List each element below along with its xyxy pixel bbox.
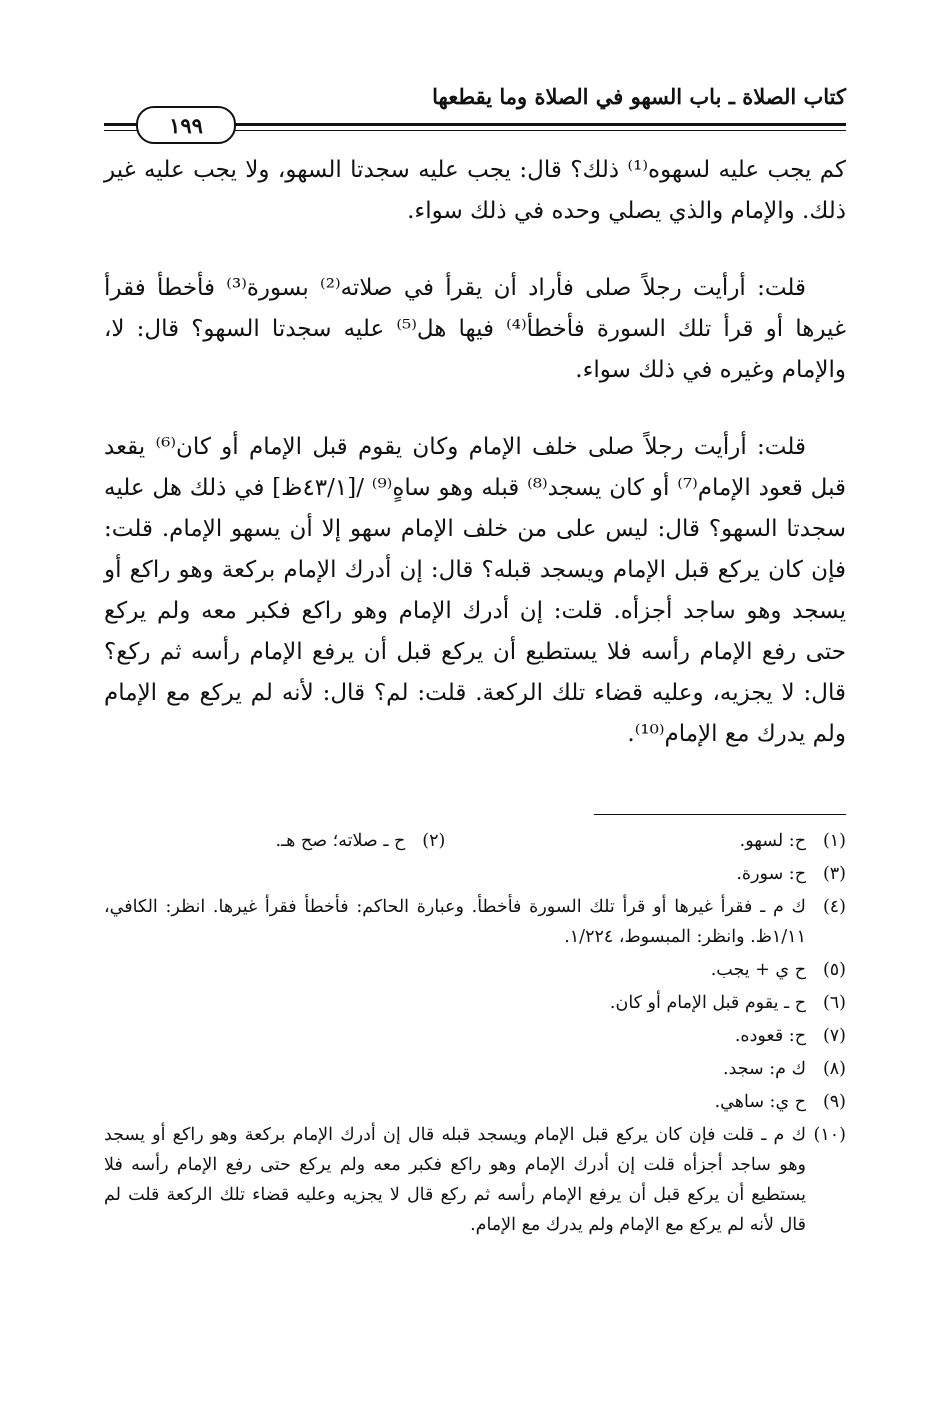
footnote-number: (١) [822,831,846,851]
footnote-text: ح: لسهو. [739,831,806,851]
footnote-text: ح: سورة. [736,864,806,884]
footnote-number: (٤) [822,897,846,917]
running-title: كتاب الصلاة ـ باب السهو في الصلاة وما يقطعها [432,84,846,109]
footnote-text: ك م ـ قلت فإن كان يركع قبل الإمام ويسجد قبله قال إن أدرك الإمام بركعة وهو راكع أو يسجد وهو ساجد أجزأه قلت إن أدرك الإمام وهو راكع فكبر معه ولم يركع حتى رفع الإمام رأسه فلا يستطيع أن يركع قبل أن يرفع الإمام رأسه ثم ركع قال لا يجزيه وعليه قضاء تلك الركعة قلت لم قال لأنه لم يركع مع الإمام ولم يدرك مع الإمام. [104,1125,806,1235]
footnote-8 [104,1054,846,1084]
footnote-5 [104,955,846,985]
footnotes [104,826,846,1243]
footnote-6 [104,988,846,1018]
footnote-text: ح ـ صلاته؛ صح هـ. [275,831,406,851]
footnote-number: (٨) [822,1059,846,1079]
footnote-number: (٣) [822,864,846,884]
footnote-row [104,826,846,856]
footnote-1 [505,826,846,856]
footnote-text: ح ي: ساهي. [714,1092,806,1112]
footnote-text: ك م: سجد. [723,1059,806,1079]
footnote-number: (٧) [822,1026,846,1046]
paragraph-3: قلت: أرأيت رجلاً صلى خلف الإمام وكان يقوم قبل الإمام أو كان⁽⁶⁾ يقعد قبل قعود الإمام⁽⁷⁾ أو كان يسجد⁽⁸⁾ قبله وهو ساهٍ⁽⁹⁾ /[٤٣/١ظ] في ذلك هل عليه سجدتا السهو؟ قال: ليس على من خلف الإمام سهو إلا أن يسهو الإمام. قلت: فإن كان يركع قبل الإمام ويسجد قبله؟ قال: إن أدرك الإمام بركعة وهو راكع أو يسجد وهو ساجد أجزأه. قلت: إن أدرك الإمام وهو راكع فكبر معه ولم يركع حتى رفع الإمام رأسه فلا يستطيع أن يركع قبل أن يرفع الإمام رأسه ثم ركع؟ قال: لا يجزيه، وعليه قضاء تلك الركعة. قلت: لم؟ قال: لأنه لم يركع مع الإمام ولم يدرك مع الإمام⁽¹⁰⁾. [104,434,846,747]
footnote-text: ح: قعوده. [734,1026,806,1046]
footnote-text: ح ي + يجب. [710,960,806,980]
footnote-10 [104,1120,846,1240]
footnote-number: (٥) [822,960,846,980]
page-number-text: ١٩٩ [169,112,203,138]
footnote-4 [104,892,846,952]
main-text [104,150,846,791]
footnote-number: (٩) [822,1092,846,1112]
paragraph-2: قلت: أرأيت رجلاً صلى فأراد أن يقرأ في صلاته⁽²⁾ بسورة⁽³⁾ فأخطأ فقرأ غيرها أو قرأ تلك السورة فأخطأ⁽⁴⁾ فيها هل⁽⁵⁾ عليه سجدتا السهو؟ قال: لا، والإمام وغيره في ذلك سواء. [104,275,846,383]
footnote-number: (١٠) [813,1125,846,1145]
footnote-3 [104,859,846,889]
footnote-number: (٢) [422,831,446,851]
footnote-separator [594,814,846,815]
footnote-9 [104,1087,846,1117]
page-number [136,106,236,144]
paragraph-1: كم يجب عليه لسهوه⁽¹⁾ ذلك؟ قال: يجب عليه سجدتا السهو، ولا يجب عليه غير ذلك. والإمام والذي يصلي وحده في ذلك سواء. [104,157,846,224]
footnote-number: (٦) [822,993,846,1013]
footnote-2 [104,826,445,856]
footnote-text: ح ـ يقوم قبل الإمام أو كان. [609,993,806,1013]
footnote-text: ك م ـ فقرأ غيرها أو قرأ تلك السورة فأخطأ. وعبارة الحاكم: فأخطأ فقرأ غيرها. انظر: الكافي، ١/١١ظ. وانظر: المبسوط، ١/٢٢٤. [104,897,806,947]
footnote-7 [104,1021,846,1051]
